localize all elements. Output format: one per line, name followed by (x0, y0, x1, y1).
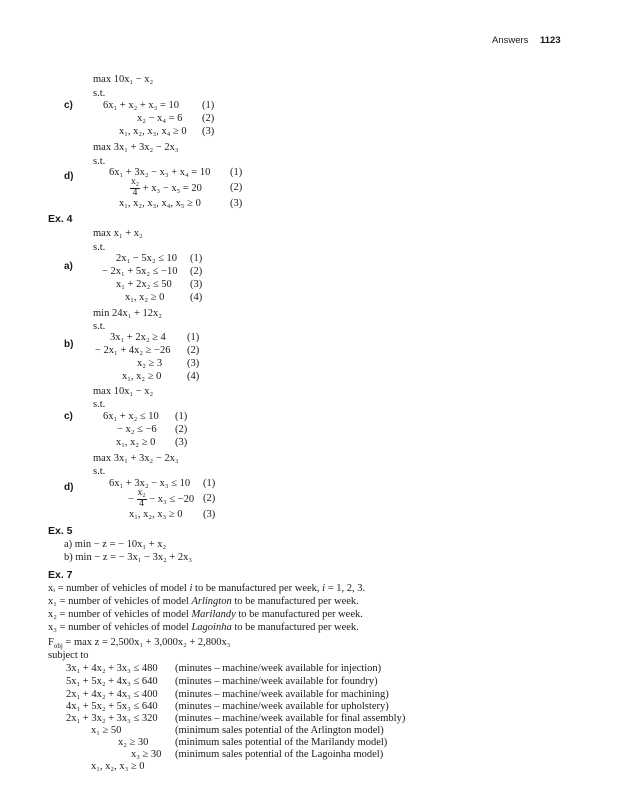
ex4-b-objective: min 24x₁ + 12x₂ (93, 308, 162, 319)
top-c-eqnum-3: (3) (202, 126, 215, 137)
ex4-a-line-2: − 2x₁ + 5x₂ ≤ −10 (102, 266, 178, 277)
ex4-b-line-1: 3x₁ + 2x₂ ≥ 4 (110, 332, 166, 343)
ex4-a-eqnum-3: (3) (190, 279, 203, 290)
ex7-title: Ex. 7 (48, 569, 73, 581)
ex4-title: Ex. 4 (48, 213, 73, 225)
ex4-c-line-3: x₁, x₂ ≥ 0 (116, 437, 156, 448)
ex7-constraint-note: (minimum sales potential of the Marilandy model) (175, 737, 388, 748)
ex7-def-x3: x₃ = number of vehicles of model Lagoinha to be manufactured per week. (48, 622, 359, 633)
ex4-a-label: a) (64, 261, 73, 272)
ex4-a-eqnum-2: (2) (190, 266, 203, 277)
top-d-eqnum-2: (2) (230, 182, 243, 193)
ex4-c-line-1: 6x₁ + x₂ ≤ 10 (103, 411, 159, 422)
ex4-d-line-2: − $\frac{\text{x₂}}{4}$ − x₃ ≤ −20 (128, 488, 195, 509)
ex4-b-line-4: x₁, x₂ ≥ 0 (122, 371, 162, 382)
top-c-st: s.t. (93, 88, 106, 99)
ex4-b-st: s.t. (93, 321, 106, 332)
ex4-c-st: s.t. (93, 399, 106, 410)
ex4-a-objective: max x₁ + x₂ (93, 228, 143, 239)
running-header-section: Answers (492, 35, 529, 46)
ex4-b-eqnum-3: (3) (187, 358, 200, 369)
ex4-d-line-3: x₁, x₂, x₃ ≥ 0 (129, 509, 183, 520)
ex4-c-label: c) (64, 411, 73, 422)
ex5-title: Ex. 5 (48, 525, 73, 537)
ex4-d-eqnum-2: (2) (203, 493, 216, 504)
top-d-line-2: $\frac{\text{x₂}}{4}$ + x₃ − x₅ = 20 (131, 177, 202, 198)
top-c-line-1: 6x₁ + x₂ + x₃ = 10 (103, 100, 179, 111)
ex5-b: b) min − z = − 3x₁ − 3x₂ + 2x₃ (64, 552, 193, 563)
ex7-constraint-note: (minutes – machine/week available for machining) (175, 689, 389, 700)
ex4-a-line-4: x₁, x₂ ≥ 0 (125, 292, 165, 303)
ex4-a-line-3: x₁ + 2x₂ ≤ 50 (116, 279, 172, 290)
ex7-constraint-expr: 4x₁ + 5x₂ + 5x₃ ≤ 640 (66, 701, 158, 712)
ex4-a-eqnum-4: (4) (190, 292, 203, 303)
ex4-d-label: d) (64, 482, 74, 493)
ex4-a-st: s.t. (93, 242, 106, 253)
ex4-c-eqnum-2: (2) (175, 424, 188, 435)
ex4-c-eqnum-3: (3) (175, 437, 188, 448)
top-c-line-2: x₂ − x₄ = 6 (137, 113, 183, 124)
ex4-c-line-2: − x₂ ≤ −6 (117, 424, 157, 435)
ex4-a-line-1: 2x₁ − 5x₂ ≤ 10 (116, 253, 178, 264)
ex7-constraint-expr: x₁, x₂, x₃ ≥ 0 (91, 761, 145, 772)
ex7-constraint-expr: 5x₁ + 5x₂ + 4x₃ ≤ 640 (66, 676, 158, 687)
top-c-eqnum-2: (2) (202, 113, 215, 124)
ex7-constraint-expr: x₂ ≥ 30 (118, 737, 149, 748)
ex4-b-eqnum-1: (1) (187, 332, 200, 343)
top-c-line-3: x₁, x₂, x₃, x₄ ≥ 0 (119, 126, 187, 137)
ex4-d-objective: max 3x₁ + 3x₂ − 2x₃ (93, 453, 179, 464)
ex5-a: a) min − z = − 10x₁ + x₂ (64, 539, 167, 550)
ex4-b-eqnum-4: (4) (187, 371, 200, 382)
page-number: 1123 (540, 35, 561, 46)
ex4-c-eqnum-1: (1) (175, 411, 188, 422)
ex7-constraint-note: (minimum sales potential of the Lagoinha model) (175, 749, 384, 760)
ex4-b-eqnum-2: (2) (187, 345, 200, 356)
fraction: $\frac{\text{x₂}}{4}$ (131, 177, 140, 198)
top-d-objective: max 3x₁ + 3x₂ − 2x₃ (93, 142, 179, 153)
top-d-line-1: 6x₁ + 3x₂ − x₃ + x₄ = 10 (109, 167, 211, 178)
top-d-line-3: x₁, x₂, x₃, x₄, x₅ ≥ 0 (119, 198, 201, 209)
ex4-d-st: s.t. (93, 466, 106, 477)
ex4-b-line-2: − 2x₁ + 4x₂ ≥ −26 (95, 345, 171, 356)
top-c-eqnum-1: (1) (202, 100, 215, 111)
top-c-label: c) (64, 100, 73, 111)
ex7-def-x2: x₂ = number of vehicles of model Marilandy to be manufactured per week. (48, 609, 363, 620)
ex7-constraint-expr: 2x₁ + 3x₂ + 3x₃ ≤ 320 (66, 713, 158, 724)
ex7-constraint-note: (minimum sales potential of the Arlington model) (175, 725, 384, 736)
ex7-objective: $F_{obj} = \max z = 2,500x_1 + 3,000x_2 + 2,800x_3$ (48, 637, 231, 651)
fraction: $\frac{\text{x₂}}{4}$ (137, 488, 146, 509)
ex4-d-eqnum-1: (1) (203, 478, 216, 489)
ex4-b-line-3: x₂ ≥ 3 (137, 358, 163, 369)
ex7-constraint-note: (minutes – machine/week available for upholstery) (175, 701, 389, 712)
ex7-def-x1: x₁ = number of vehicles of model Arlington to be manufactured per week. (48, 596, 359, 607)
top-d-st: s.t. (93, 156, 106, 167)
ex4-d-line-1: 6x₁ + 3x₂ − x₃ ≤ 10 (109, 478, 191, 489)
top-d-label: d) (64, 171, 74, 182)
ex7-constraint-expr: x₃ ≥ 30 (131, 749, 162, 760)
ex7-constraint-note: (minutes – machine/week available for foundry) (175, 676, 378, 687)
ex7-constraint-note: (minutes – machine/week available for final assembly) (175, 713, 406, 724)
ex4-b-label: b) (64, 339, 74, 350)
top-d-eqnum-3: (3) (230, 198, 243, 209)
ex4-a-eqnum-1: (1) (190, 253, 203, 264)
ex7-constraint-note: (minutes – machine/week available for injection) (175, 663, 382, 674)
top-d-eqnum-1: (1) (230, 167, 243, 178)
ex7-subject-to: subject to (48, 650, 89, 661)
ex4-d-eqnum-3: (3) (203, 509, 216, 520)
top-c-objective: max 10x₁ − x₂ (93, 74, 154, 85)
ex7-constraint-expr: 3x₁ + 4x₂ + 3x₃ ≤ 480 (66, 663, 158, 674)
ex7-def-xi: xᵢ = number of vehicles of model i to be manufactured per week, i = 1, 2, 3. (48, 583, 366, 594)
ex7-constraint-expr: 2x₁ + 4x₂ + 4x₃ ≤ 400 (66, 689, 158, 700)
ex4-c-objective: max 10x₁ − x₂ (93, 386, 154, 397)
ex7-constraint-expr: x₁ ≥ 50 (91, 725, 122, 736)
